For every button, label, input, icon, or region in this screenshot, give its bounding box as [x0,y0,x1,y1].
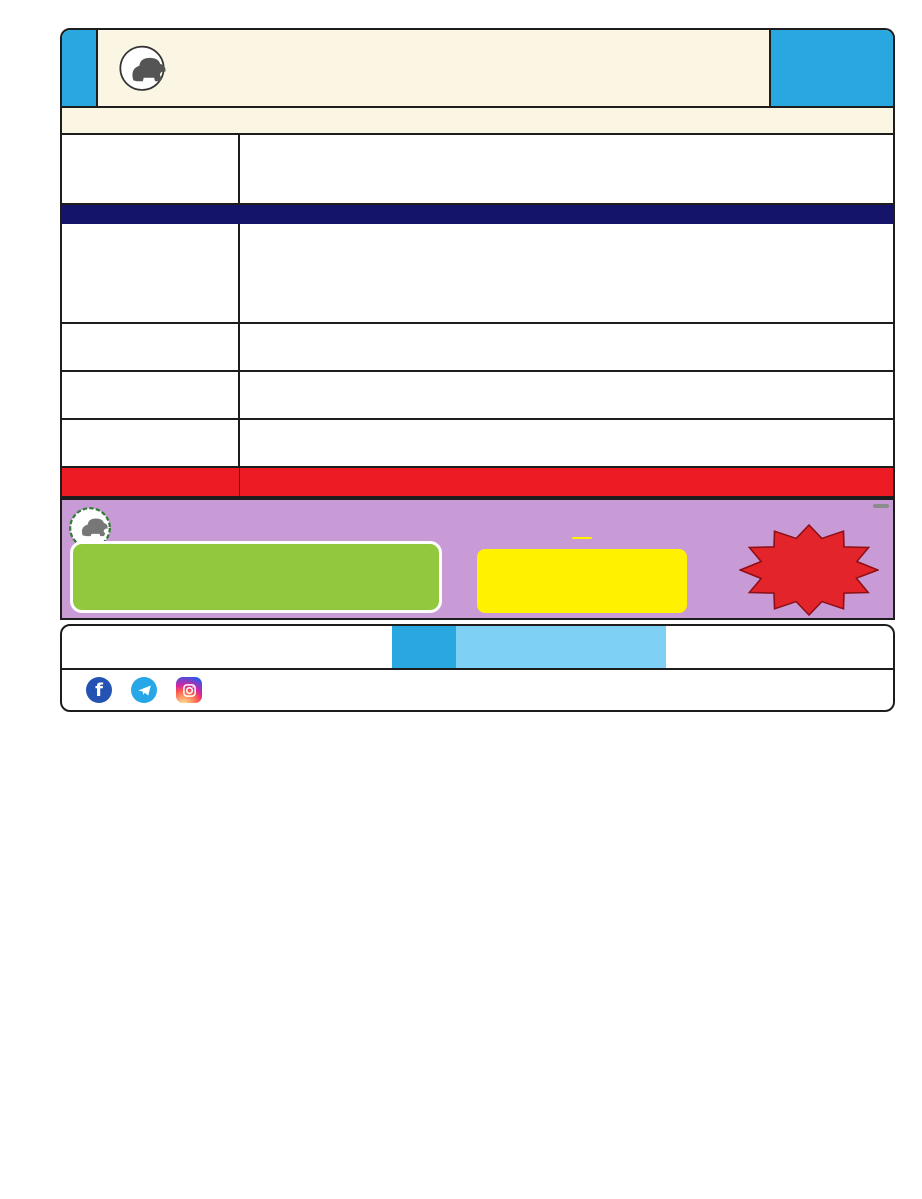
promo-sixth-prize-box [477,549,687,613]
common-series-banner [60,205,895,224]
fourth-prize-row [60,372,895,420]
fifth-prize-label [62,420,240,466]
header [60,28,895,108]
sixth-prize-header [60,468,895,498]
footer-date-label [392,626,456,668]
footer [60,624,895,712]
lottery-result-sheet [60,28,895,712]
header-titles [186,30,687,106]
third-prize-label [62,324,240,370]
footer-lottery-title [62,626,392,668]
promo-first-prize-box [70,541,442,613]
elephant-emblem-icon [116,44,168,96]
third-prize-row [60,324,895,372]
day-weekly-block [687,30,769,106]
social-telegram[interactable] [131,677,162,703]
sixth-prize-label [62,468,240,496]
draw-info-bar [60,108,895,135]
facebook-icon: f [86,677,112,703]
promo-sixth-caption [572,537,592,539]
footer-info-row [62,626,893,670]
draw-time-box [769,30,893,106]
instagram-icon [176,677,202,703]
sixth-prize-banner-block [240,468,893,496]
promo-draw-date-box [873,504,889,508]
second-prize-label [62,224,240,322]
social-instagram[interactable] [176,677,207,703]
first-prize-row [60,135,895,205]
lottery-logo [98,30,186,106]
promo-section [60,500,895,620]
first-prize-label [62,135,240,203]
first-prize-number [240,135,893,203]
telegram-icon [131,677,157,703]
second-prize-row [60,224,895,324]
social-facebook[interactable] [86,677,117,703]
footer-social-row [62,670,893,710]
footer-date-value [456,626,666,668]
result-vertical-label [62,30,98,106]
footer-disclaimer [666,626,893,668]
ticket-price-burst [739,524,879,616]
fifth-prize-row [60,420,895,468]
sixth-prize-banner [240,468,893,496]
fourth-prize-label [62,372,240,418]
